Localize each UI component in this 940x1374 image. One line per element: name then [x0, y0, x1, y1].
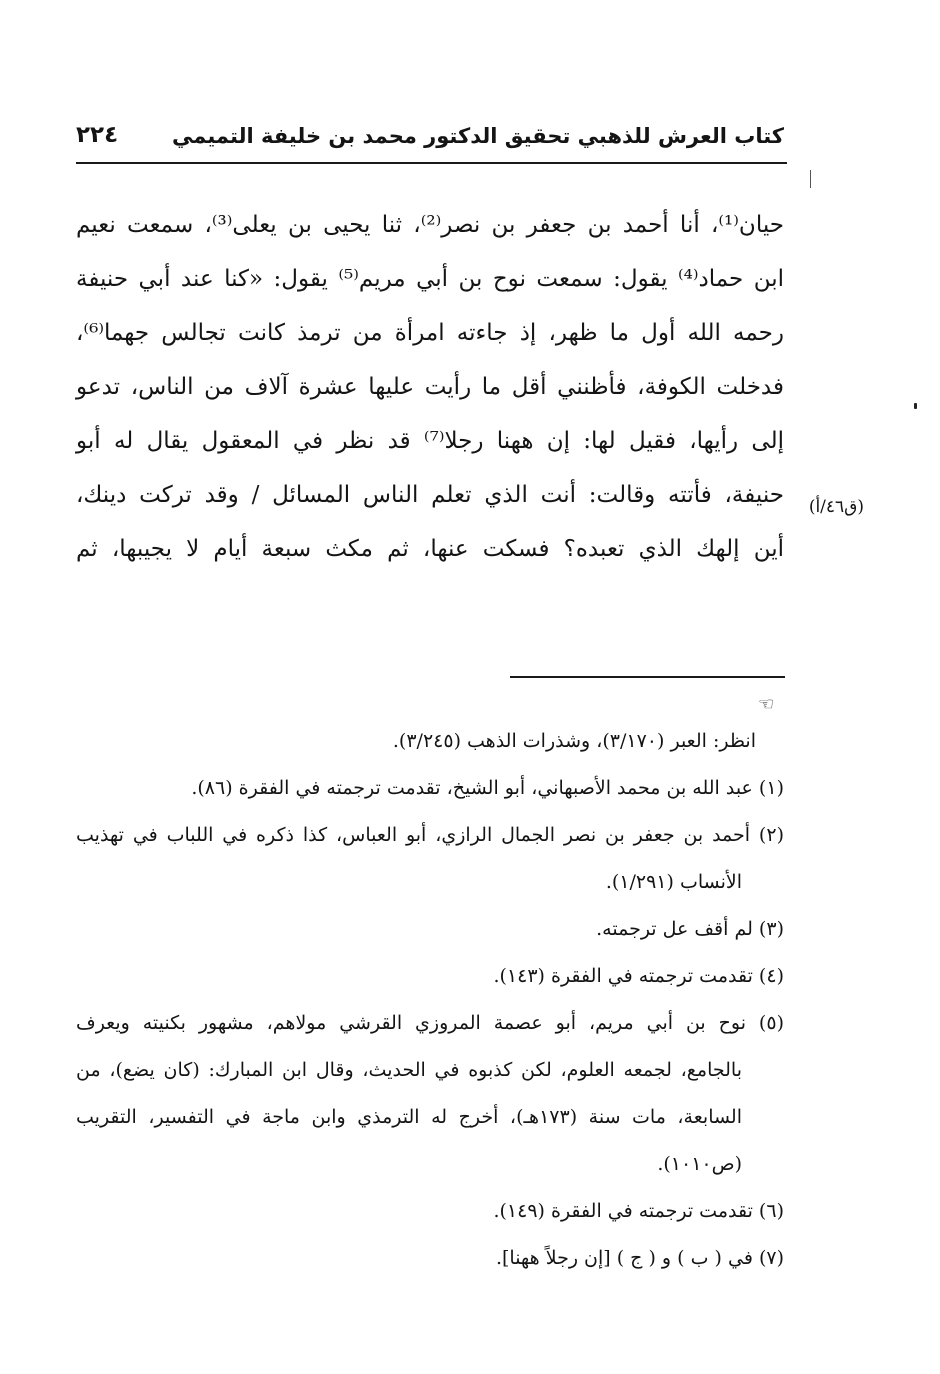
- running-title: كتاب العرش للذهبي تحقيق الدكتور محمد بن خليفة التميمي: [172, 124, 784, 148]
- margin-dot: [914, 403, 917, 409]
- footnote-7: (٧) في ( ب ) و ( ج ) [إن رجلاً ههنا].: [495, 1247, 784, 1269]
- pointing-hand-icon: ☜: [758, 694, 775, 715]
- main-text-line-3: رحمه الله أول ما ظهر، إذ جاءته امرأة من ترمذ كانت تجالس جهما⁽⁶⁾،: [76, 320, 784, 346]
- footnote-2-continued: الأنساب (١/٢٩١).: [605, 871, 742, 893]
- page-number: ٢٢٤: [76, 122, 119, 148]
- footnote-5-continued-2: السابعة، مات سنة (١٧٣هـ)، أخرج له الترمذي وابن ماجة في التفسير، التقريب: [76, 1106, 743, 1128]
- header-rule: [76, 162, 787, 164]
- footnote-5-continued-3: (ص١٠١٠).: [657, 1153, 742, 1175]
- footnote-2: (٢) أحمد بن جعفر بن نصر الجمال الرازي، أبو العباس، كذا ذكره في اللباب في تهذيب: [76, 824, 784, 846]
- main-text-line-5: إلى رأيها، فقيل لها: إن ههنا رجلا⁽⁷⁾ قد نظر في المعقول يقال له أبو: [76, 428, 784, 454]
- page-header: [76, 118, 784, 162]
- footnotes: [76, 718, 784, 1282]
- footnote-3: (٣) لم أقف عل ترجمته.: [596, 918, 784, 940]
- footnote-continuation: انظر: العبر (٣/١٧٠)، وشذرات الذهب (٣/٢٤٥).: [392, 730, 756, 752]
- footnote-6: (٦) تقدمت ترجمته في الفقرة (١٤٩).: [493, 1200, 784, 1222]
- footnote-5-continued-1: بالجامع، لجمعه العلوم، لكن كذبوه في الحديث، وقال ابن المبارك: (كان يضع)، من: [76, 1059, 742, 1081]
- footnote-5: (٥) نوح بن أبي مريم، أبو عصمة المروزي القرشي مولاهم، مشهور بكنيته ويعرف: [76, 1012, 784, 1034]
- main-text-line-4: فدخلت الكوفة، فأظنني أقل ما رأيت عليها عشرة آلاف من الناس، تدعو: [76, 374, 784, 400]
- manuscript-folio-marker: (ق٤٦/أ): [808, 497, 864, 517]
- footnote-4: (٤) تقدمت ترجمته في الفقرة (١٤٣).: [493, 965, 784, 987]
- margin-tick-mark: [810, 170, 811, 188]
- main-body-text: [76, 198, 784, 576]
- main-text-line-1: حيان⁽¹⁾، أنا أحمد بن جعفر بن نصر⁽²⁾، ثنا يحيى بن يعلى⁽³⁾، سمعت نعيم: [76, 212, 784, 238]
- footnote-separator: [510, 676, 785, 678]
- main-text-line-7: أين إلهك الذي تعبده؟ فسكت عنها، ثم مكث سبعة أيام لا يجيبها، ثم: [76, 536, 784, 562]
- main-text-line-2: ابن حماد⁽⁴⁾ يقول: سمعت نوح بن أبي مريم⁽⁵⁾ يقول: «كنا عند أبي حنيفة: [76, 266, 784, 292]
- main-text-line-6: حنيفة، فأتته وقالت: أنت الذي تعلم الناس المسائل / وقد تركت دينك،: [76, 482, 784, 508]
- footnote-1: (١) عبد الله بن محمد الأصبهاني، أبو الشيخ، تقدمت ترجمته في الفقرة (٨٦).: [191, 777, 784, 799]
